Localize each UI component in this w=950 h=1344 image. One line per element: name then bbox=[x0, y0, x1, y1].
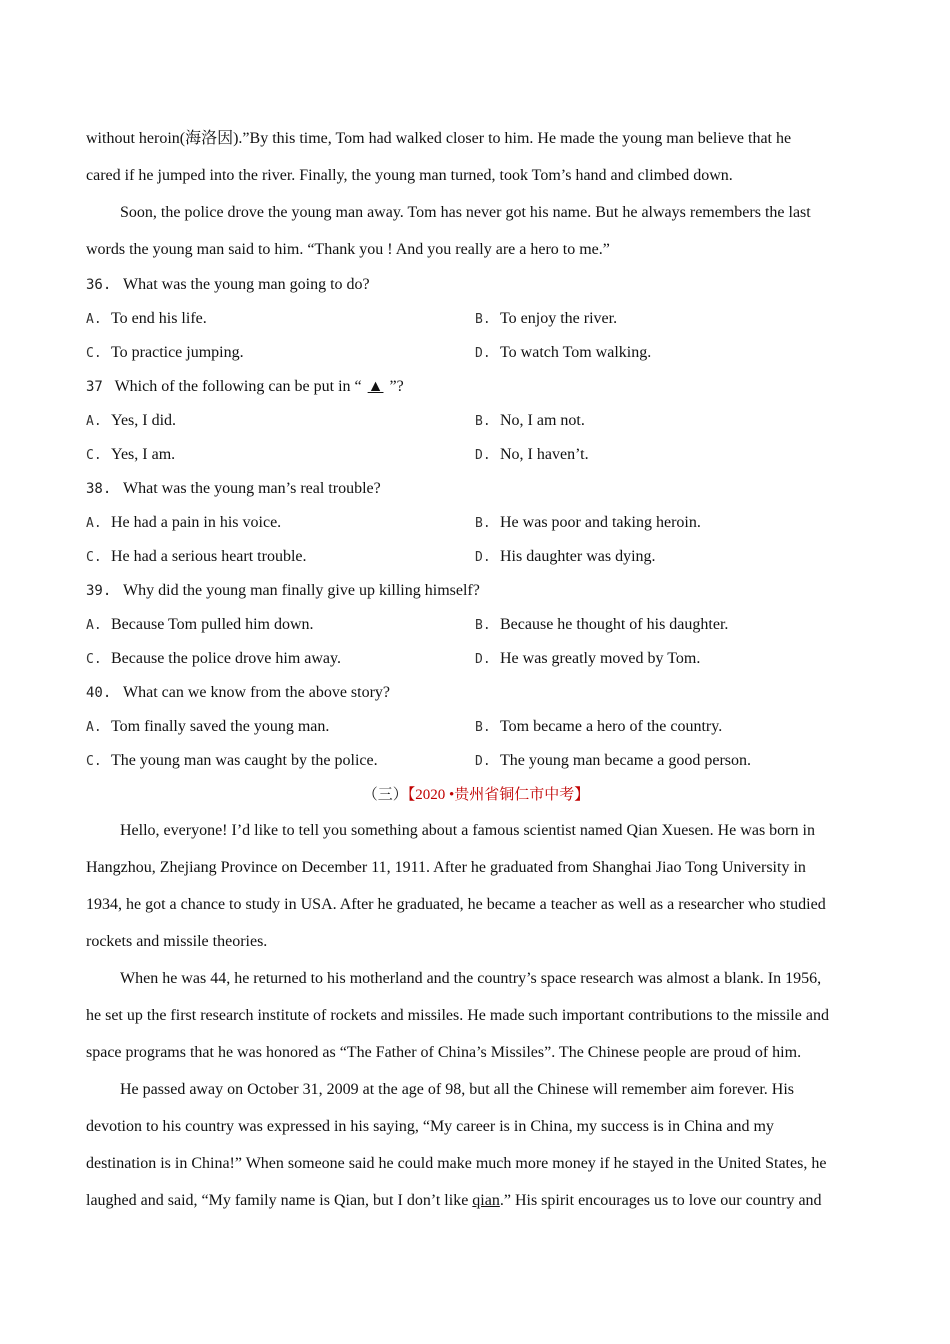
question-stem bbox=[86, 574, 866, 608]
paragraph-2 bbox=[86, 960, 866, 1071]
blank-marker: ▲ bbox=[367, 378, 384, 395]
text-line: rockets and missile theories. bbox=[86, 933, 268, 950]
option-row bbox=[86, 404, 866, 438]
question-number: 39. bbox=[86, 583, 112, 599]
question-number: 38. bbox=[86, 481, 112, 497]
option-d[interactable]: D. The young man became a good person. bbox=[475, 752, 752, 769]
option-row bbox=[86, 506, 866, 540]
question-37 bbox=[86, 370, 866, 472]
option-d[interactable]: D. His daughter was dying. bbox=[475, 548, 656, 565]
option-d[interactable]: D. No, I haven’t. bbox=[475, 446, 589, 463]
underlined-word: qian bbox=[472, 1192, 500, 1209]
question-number: 40. bbox=[86, 685, 112, 701]
paragraph-3 bbox=[86, 1071, 866, 1219]
option-c[interactable]: C. He had a serious heart trouble. bbox=[86, 548, 307, 565]
option-row bbox=[86, 302, 866, 336]
option-a[interactable]: A. Tom finally saved the young man. bbox=[86, 718, 330, 735]
option-row bbox=[86, 336, 866, 370]
option-b[interactable]: B. Tom became a hero of the country. bbox=[475, 718, 723, 735]
question-number: 36. bbox=[86, 277, 112, 293]
option-a[interactable]: A. Yes, I did. bbox=[86, 412, 177, 429]
option-a[interactable]: A. Because Tom pulled him down. bbox=[86, 616, 314, 633]
option-b[interactable]: B. To enjoy the river. bbox=[475, 310, 618, 327]
question-text: What was the young man’s real trouble? bbox=[123, 480, 381, 497]
question-38 bbox=[86, 472, 866, 574]
option-c[interactable]: C. To practice jumping. bbox=[86, 344, 244, 361]
section-source: 【2020 •贵州省铜仁市中考】 bbox=[407, 787, 590, 803]
text-line: devotion to his country was expressed in his saying, “My career is in China, my success is in China and my bbox=[86, 1118, 774, 1135]
option-row bbox=[86, 540, 866, 574]
option-row bbox=[86, 744, 866, 778]
option-row bbox=[86, 438, 866, 472]
text-line: 1934, he got a chance to study in USA. After he graduated, he became a teacher as well as a researcher who studied bbox=[86, 896, 826, 913]
document-page bbox=[86, 120, 866, 1219]
option-b[interactable]: B. No, I am not. bbox=[475, 412, 585, 429]
question-text: What can we know from the above story? bbox=[123, 684, 391, 701]
option-c[interactable]: C. Yes, I am. bbox=[86, 446, 176, 463]
question-stem bbox=[86, 676, 866, 710]
option-d[interactable]: D. He was greatly moved by Tom. bbox=[475, 650, 701, 667]
question-36 bbox=[86, 268, 866, 370]
question-39 bbox=[86, 574, 866, 676]
text-line: He passed away on October 31, 2009 at the age of 98, but all the Chinese will remember aim forever. His bbox=[120, 1081, 795, 1098]
option-a[interactable]: A. To end his life. bbox=[86, 310, 207, 327]
question-text: Which of the following can be put in “ bbox=[114, 378, 362, 395]
option-d[interactable]: D. To watch Tom walking. bbox=[475, 344, 652, 361]
paragraph-1 bbox=[86, 812, 866, 960]
text-line: Hangzhou, Zhejiang Province on December 11, 1911. After he graduated from Shanghai Jiao Tong University in bbox=[86, 859, 806, 876]
option-row bbox=[86, 710, 866, 744]
option-row bbox=[86, 608, 866, 642]
option-c[interactable]: C. The young man was caught by the police. bbox=[86, 752, 378, 769]
text-line: Hello, everyone! I’d like to tell you something about a famous scientist named Qian Xuesen. He was born in bbox=[120, 822, 815, 839]
question-number: 37 bbox=[86, 379, 103, 395]
option-b[interactable]: B. Because he thought of his daughter. bbox=[475, 616, 729, 633]
text-line: he set up the first research institute of rockets and missiles. He made such important contributions to the missile and bbox=[86, 1007, 829, 1024]
question-text: What was the young man going to do? bbox=[123, 276, 370, 293]
text-line: When he was 44, he returned to his motherland and the country’s space research was almost a blank. In 1956, bbox=[120, 970, 822, 987]
text-line: Soon, the police drove the young man away. Tom has never got his name. But he always remembers the last bbox=[120, 204, 811, 221]
option-b[interactable]: B. He was poor and taking heroin. bbox=[475, 514, 701, 531]
option-a[interactable]: A. He had a pain in his voice. bbox=[86, 514, 282, 531]
question-stem bbox=[86, 268, 866, 302]
text-line: words the young man said to him. “Thank you ! And you really are a hero to me.” bbox=[86, 241, 610, 258]
section-title bbox=[86, 778, 866, 812]
text-line: space programs that he was honored as “The Father of China’s Missiles”. The Chinese people are proud of him. bbox=[86, 1044, 802, 1061]
question-40 bbox=[86, 676, 866, 778]
section-number: （三） bbox=[362, 787, 408, 803]
text-line: cared if he jumped into the river. Finally, the young man turned, took Tom’s hand and climbed down. bbox=[86, 167, 733, 184]
text-line: laughed and said, “My family name is Qian, but I don’t like qian.” His spirit encourages us to love our country and bbox=[86, 1192, 822, 1209]
option-c[interactable]: C. Because the police drove him away. bbox=[86, 650, 341, 667]
passage-3 bbox=[86, 812, 866, 1219]
question-text: Why did the young man finally give up killing himself? bbox=[123, 582, 480, 599]
passage-end bbox=[86, 120, 866, 268]
question-stem bbox=[86, 472, 866, 506]
question-stem: 37 Which of the following can be put in “ ▲ ”? bbox=[86, 378, 404, 395]
text-line: without heroin(海洛因).”By this time, Tom had walked closer to him. He made the young man believe that he bbox=[86, 130, 792, 147]
option-row bbox=[86, 642, 866, 676]
text-line: destination is in China!” When someone said he could make much more money if he stayed in the United States, he bbox=[86, 1155, 827, 1172]
